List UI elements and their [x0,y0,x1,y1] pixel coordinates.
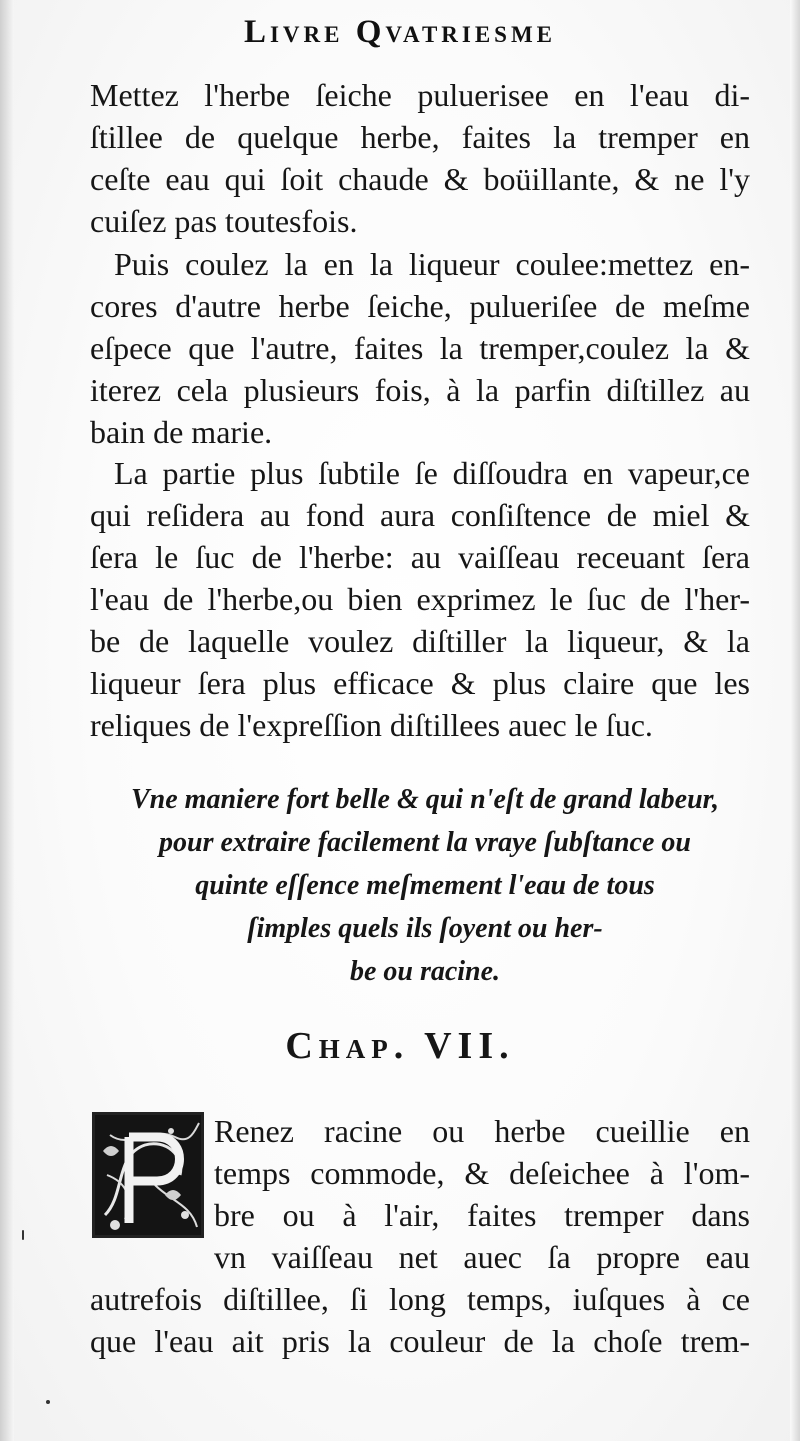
text-line: be de laquelle voulez diſtiller la liqueur, & la [90,623,750,659]
text-line: eſpece que l'autre, faites la tremper,coulez la & [90,330,750,366]
chapter-opening-lines [214,1110,750,1278]
text-line: que l'eau ait pris la couleur de la choſe trem- [90,1323,750,1359]
heading-line: pour extraire facilement la vraye ſubſtance ou [159,827,691,858]
text-line: La partie plus ſubtile ſe diſſoudra en vapeur,ce [114,455,750,491]
text-line: ſera le ſuc de l'herbe: au vaiſſeau receuant ſera [90,539,750,575]
text-line: cores d'autre herbe ſeiche, pulueriſee de meſme [90,288,750,324]
page-edge-shadow [790,0,800,1441]
heading-line: Vne maniere fort belle & qui n'eſt de grand labeur, [130,784,719,815]
running-head: Livre Qvatriesme [243,14,557,50]
text-line: vn vaiſſeau net auec ſa propre eau [214,1239,750,1275]
text-line: reliques de l'expreſſion diſtillees auec le ſuc. [90,707,653,743]
text-line: Puis coulez la en la liqueur coulee:mettez en- [114,246,750,282]
text-line: ceſte eau qui ſoit chaude & boüillante, & ne l'y [90,161,750,197]
chapter-title: Chap. VII. [285,1025,515,1067]
text-line: l'eau de l'herbe,ou bien exprimez le ſuc de l'her- [90,581,750,617]
text-line: temps commode, & deſeichee à l'om- [214,1155,750,1191]
text-line: ſtillee de quelque herbe, faites la tremper en [90,119,750,155]
text-line: bain de marie. [90,414,273,450]
paragraph-1 [90,74,750,242]
section-heading [90,778,760,993]
heading-line: quinte eſſence meſmement l'eau de tous [195,870,655,901]
text-line: qui reſidera au fond aura conſiſtence de miel & [90,497,750,533]
text-line: cuiſez pas toutesfois. [90,203,358,239]
text-line: liqueur ſera plus efficace & plus claire que les [90,665,750,701]
ink-speck [22,1230,24,1240]
decorated-initial-p-icon [92,1112,204,1238]
text-line: Mettez l'herbe ſeiche puluerisee en l'eau di- [90,77,750,113]
text-line: autrefois diſtillee, ſi long temps, iuſques à ce [90,1281,750,1317]
heading-line: be ou racine. [349,956,501,987]
heading-line: ſimples quels ils ſoyent ou her- [247,913,603,944]
text-line: Renez racine ou herbe cueillie en [214,1113,750,1149]
text-line: iterez cela plusieurs fois, à la parfin diſtillez au [90,372,750,408]
ink-speck [46,1400,50,1404]
paragraph-3 [90,452,750,746]
paragraph-2 [90,243,750,453]
page-gutter-shadow [0,0,14,1441]
chapter-continuation [90,1278,750,1362]
text-line: bre ou à l'air, faites tremper dans [214,1197,750,1233]
